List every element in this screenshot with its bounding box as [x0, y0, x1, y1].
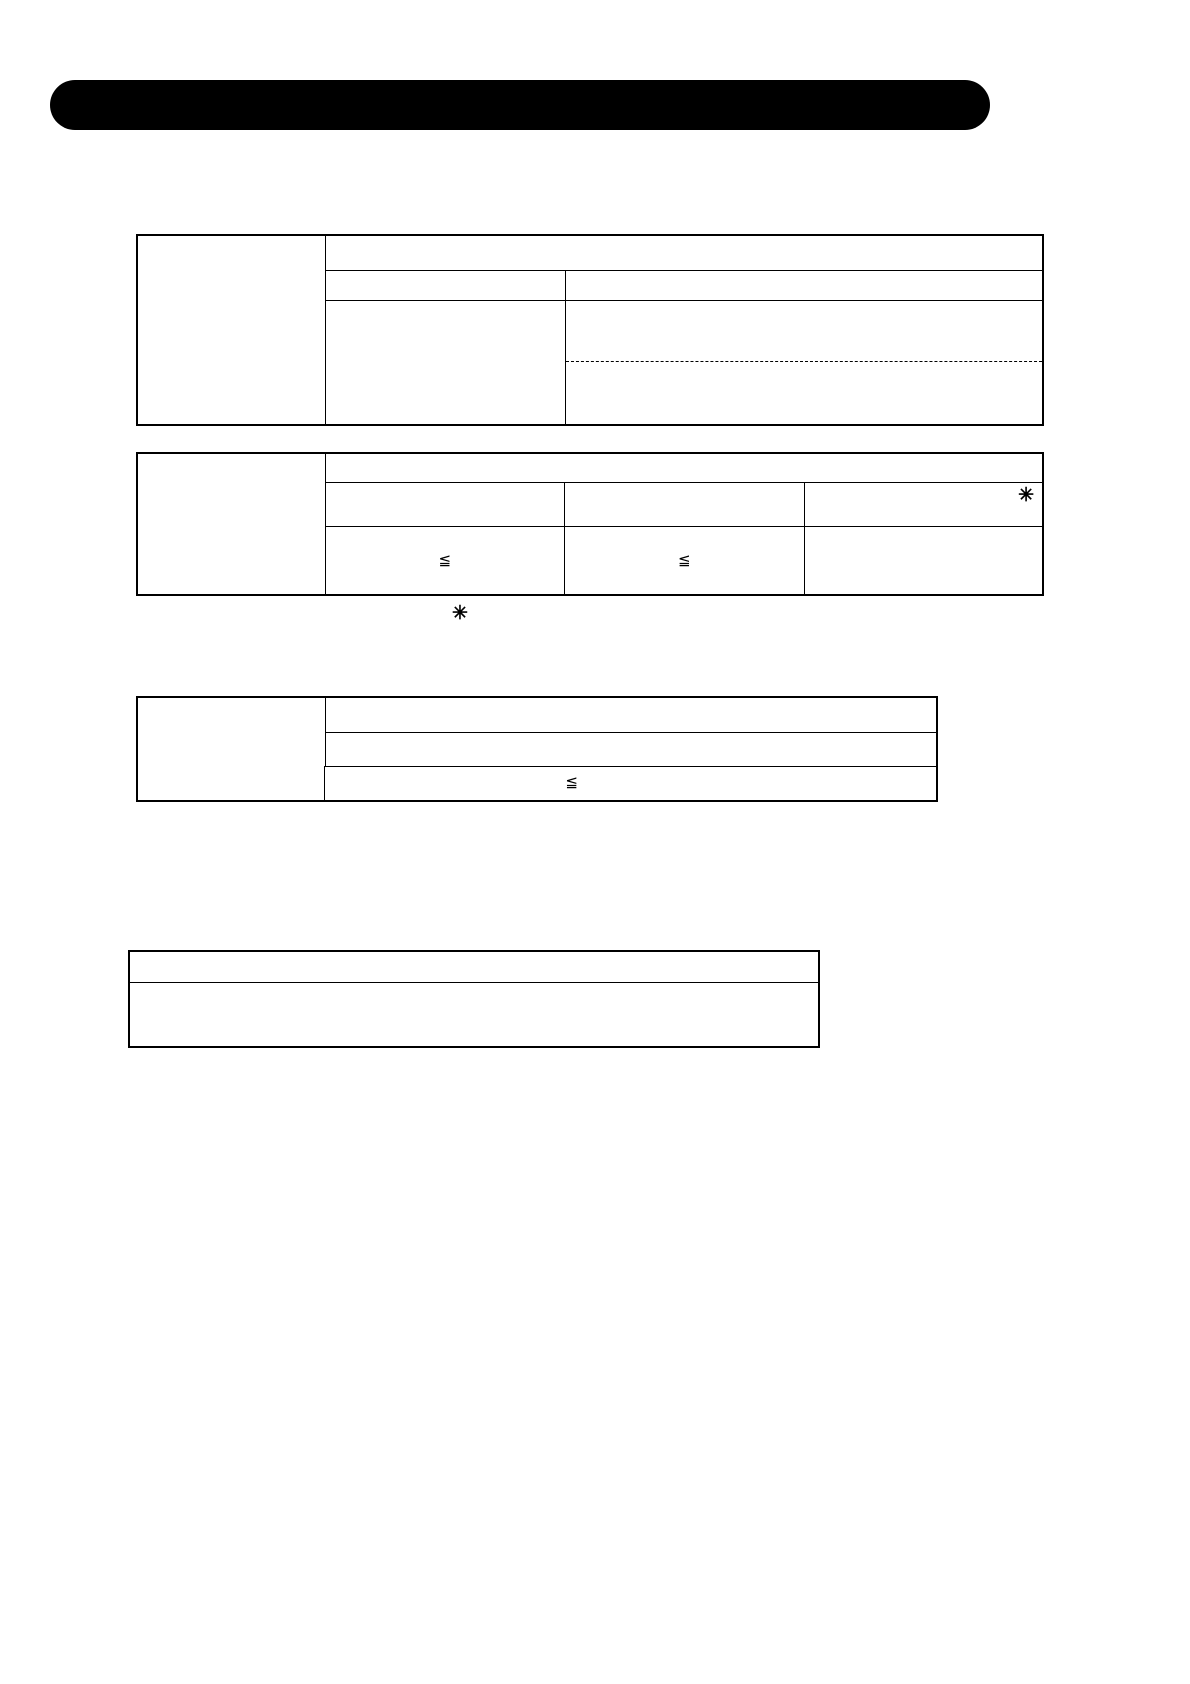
- table-row: [138, 526, 1042, 596]
- table1-header-cell: [326, 236, 1042, 270]
- table1-r1-right: [566, 270, 1042, 300]
- asterisk-icon: ✳: [1018, 485, 1034, 506]
- specification-table-2: [136, 452, 1044, 596]
- table4-header: [130, 952, 818, 982]
- table1-r3-mid: [326, 362, 566, 424]
- specification-table-3: [136, 696, 938, 802]
- table2-value-1-text: ≦: [438, 553, 452, 570]
- section-banner: [50, 80, 990, 130]
- table-row: [138, 454, 1042, 482]
- table3-row3-text: ≦: [565, 775, 578, 792]
- table-row: [138, 766, 936, 800]
- table2-col1-header: [326, 482, 565, 526]
- table3-label-spacer-2: [138, 766, 325, 800]
- table-row: [138, 482, 1042, 526]
- table-row: [130, 952, 818, 982]
- table3-label-cell: [138, 698, 326, 732]
- specification-table-1: [136, 234, 1044, 426]
- table2-footnote: [452, 604, 468, 624]
- table-row: [138, 270, 1042, 300]
- table3-row3: [325, 766, 936, 800]
- table3-row2: [326, 732, 936, 766]
- table-row: [138, 732, 936, 766]
- table-row: [138, 698, 936, 732]
- table4-body: [130, 982, 818, 1046]
- table-row: [138, 362, 1042, 424]
- table1-r3-right: [566, 362, 1042, 424]
- table2-label-spacer-2: [138, 526, 326, 596]
- table-row: [138, 236, 1042, 270]
- table2-label-spacer: [138, 482, 326, 526]
- asterisk-icon: ✳: [452, 603, 468, 624]
- table-row: [130, 982, 818, 1046]
- table2-col2-header: [565, 482, 804, 526]
- table2-value-2-text: ≦: [678, 553, 691, 570]
- table1-label-spacer-3: [138, 362, 326, 424]
- table1-r2-mid: [326, 300, 566, 362]
- table2-header-cell: [326, 454, 1042, 482]
- table-row: [138, 300, 1042, 362]
- table1-label-cell: [138, 236, 326, 270]
- table2-col3-header: [805, 482, 1042, 526]
- table2-value-2: [565, 526, 804, 596]
- table1-label-spacer: [138, 270, 326, 300]
- table1-label-spacer-2: [138, 300, 326, 362]
- table1-r1-mid: [326, 270, 566, 300]
- table2-value-1: [326, 526, 565, 596]
- table3-label-spacer: [138, 732, 326, 766]
- table3-row1: [326, 698, 936, 732]
- note-table-4: [128, 950, 820, 1048]
- table2-value-3: [805, 526, 1042, 596]
- table1-r2-right: [566, 300, 1042, 362]
- table2-label-cell: [138, 454, 326, 482]
